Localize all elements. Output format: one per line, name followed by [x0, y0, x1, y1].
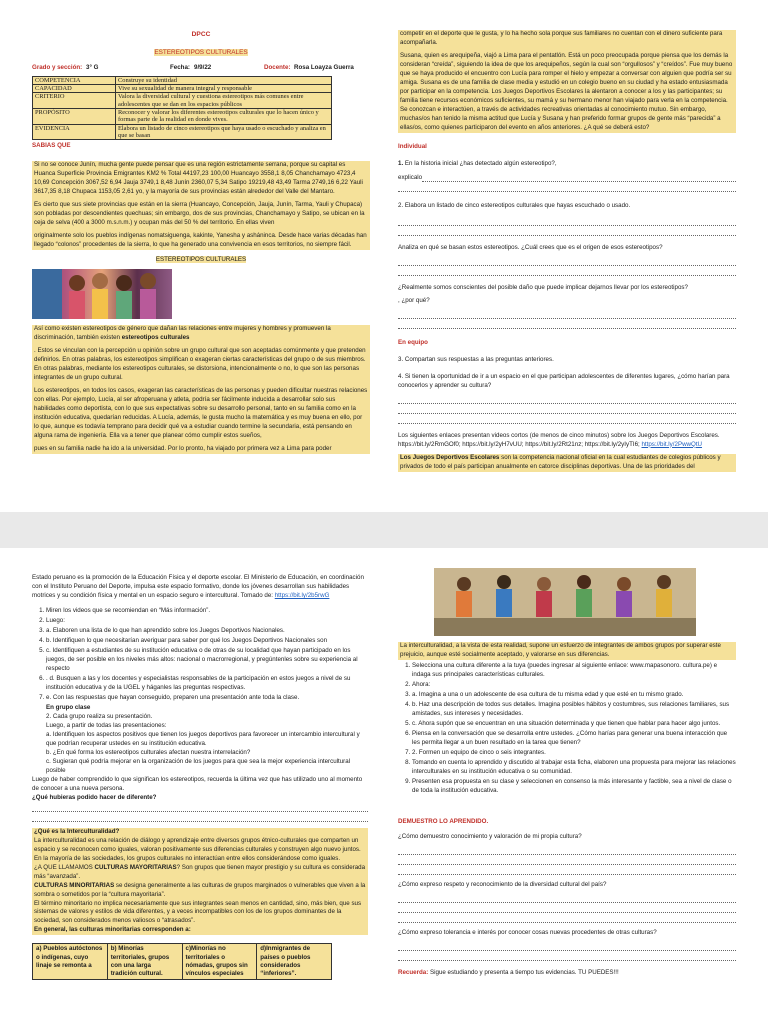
question: En la historia inicial ¿has detectado algún estereotipo?,: [404, 159, 557, 167]
line: Luego, a partir de todas las presentaciones:: [46, 721, 167, 729]
list-item: 6. Piensa en la conversación que se desarrolla entre ustedes. ¿Cómo harías para generar una buena interacción que les permita llegar a un buen resultado en la tarea que tienen?: [412, 730, 736, 748]
docente-value: Rosa Loayza Guerra: [294, 63, 354, 71]
answer-line[interactable]: [398, 267, 736, 276]
highlighted-block: [32, 161, 370, 250]
row-key: PROPÓSITO: [33, 108, 116, 124]
row-key: CAPACIDAD: [33, 84, 116, 92]
paragraph: Si no se conoce Junín, mucha gente puede pensar que es una región estrictamente serrana, porque su capital es Huanca Superficie Provincia Emigrantes KM2 % Total 44197,23 100,00 Huancayo 3558,1 8,05 Chanchamayo 4723,4 10,69 Concepción 3067,52 6,94 Jauja 3749,1 8,48 Junín 2360,07 5,34 Satipo 19219,48 43,49 Tarma 2749,16 6,22 Yauli 3617,35 8,18 Chupaca 1153,05 2,61 yo, y la mayoría de sus provincias están alrededor del Valle del Mantaro.: [34, 161, 363, 196]
list-item: 3. a. Elaboren una lista de lo que han aprendido sobre los Juegos Deportivos Nacionales.: [46, 627, 368, 636]
fecha-value: 9/9/22: [194, 63, 212, 71]
subtitle: ESTEREOTIPOS CULTURALES: [155, 256, 247, 264]
fecha-label: Fecha:: [170, 63, 190, 71]
answer-line[interactable]: [398, 257, 736, 266]
paragraph: . Estos se vinculan con la percepción u opinión sobre un grupo cultural que son aceptadas comúnmente y que pretenden definirlos. En otras palabras, los estereotipos simplifican o exageran ciertas características del grupo o de sus miembros. En otras palabras, mediante los estereotipos culturales, se distorsiona, intencionalmente o no, lo que son las personas integrantes de un grupo cultural.: [34, 347, 366, 382]
highlighted-block-2: [32, 325, 370, 454]
equipo-heading: En equipo: [398, 338, 428, 346]
list-item: 2. Luego:: [46, 617, 368, 626]
list-item: 5. c. Ahora supón que se encuentran en una situación determinada y que tienen que hablar para hacer algo juntos.: [412, 720, 736, 729]
source-link[interactable]: https://bit.ly/2b5rwG: [274, 591, 330, 599]
stereotypes-illustration: [32, 269, 172, 319]
paragraph: El término minoritario no implica necesariamente que sus integrantes sean menos en cantidad, sino, más bien, que sus sistemas de valores y estilos de vida diferentes, y a veces incompatibles con los de los grupos dominantes de la sociedad, son considerados menos valiosos o “atrasados”.: [34, 899, 362, 925]
answer-line[interactable]: [398, 183, 736, 192]
paragraph: Los estereotipos, en todos los casos, exageran las características de las personas y pueden dificultar nuestras relaciones con ellas. Por ejemplo, Lucía, al ser afroperuana y atleta, podría ser fácilmente inducida a desarrollar solo sus habilidades como deportista, con lo que sus expectativas sobre su desarrollo personal, tanto en su familia como en la institución educativa, quedarían reducidas. A Lucía, además, le gusta mucho la matemática y es muy buena en ello, por lo que, aunque es todavía temprano para decidir qué va a estudiar cuando termine la secundaria, está pensando en alguna rama de ingeniería. Ella va a tener que planear cómo cumplir estos sueños,: [34, 387, 368, 440]
answer-line[interactable]: [422, 173, 736, 182]
interculturalidad-block: [32, 828, 368, 936]
list-item: 7. e. Con las respuestas que hayan conseguido, preparen una presentación ante toda la clase.: [46, 694, 368, 703]
answer-line[interactable]: [398, 405, 736, 414]
grado-value: 3° G: [86, 63, 99, 71]
individual-heading: Individual: [398, 142, 427, 150]
recuerda-label: Recuerda:: [398, 968, 429, 976]
bold-term: CULTURAS MINORITARIAS: [34, 881, 115, 889]
page2-right-column: [398, 568, 736, 982]
culture-cell: d)Inmigrantes de países o pueblos considerados “inferiores”.: [257, 944, 332, 979]
answer-line[interactable]: [398, 217, 736, 226]
page-title: ESTEREOTIPOS CULTURALES: [154, 48, 248, 56]
question: ¿Cómo expreso respeto y reconocimiento de la diversidad cultural del país?: [398, 880, 607, 888]
list-item: 1. Miren los videos que se recomiendan en “Más información”.: [46, 607, 368, 616]
answer-line[interactable]: [398, 310, 736, 319]
header-info: [32, 64, 370, 76]
answer-line[interactable]: [398, 866, 736, 875]
paragraph: son la competencia nacional oficial en la cual estudiantes de colegios públicos y privados de todo el país participan anualmente en catorce disciplinas deportivas. Una de las prioridades del: [400, 453, 721, 470]
line: a. Identifiquen los aspectos positivos que tienen los juegos deportivos para favorecer un intercambio intercultural y que podrían recuperar ustedes en su institución educativa.: [46, 730, 360, 747]
video-link[interactable]: https://bit.ly/2PwwQtU: [641, 440, 703, 448]
question: , ¿por qué?: [398, 296, 430, 304]
row-key: EVIDENCIA: [33, 124, 116, 140]
recuerda-text: Sigue estudiando y presenta a tiempo tus evidencias. TU PUEDES!!!: [430, 968, 619, 976]
culture-cell: b) Minorías territoriales, grupos con una larga tradición cultural.: [107, 944, 182, 979]
answer-line[interactable]: [398, 904, 736, 913]
table-row: [33, 84, 332, 92]
paragraph: En general, las culturas minoritarias corresponden a:: [34, 926, 191, 934]
question: 2. Elabora un listado de cinco estereotipos culturales que hayas escuchado o usado.: [398, 201, 631, 209]
page2-left-column: [32, 574, 368, 980]
page1-right-column: [398, 30, 736, 476]
steps-list: [32, 607, 368, 703]
list-item: 1. Selecciona una cultura diferente a la tuya (puedes ingresar al siguiente enlace: www.mapasonoro. cultura.pe) e indaga sus principales características culturales.: [412, 662, 736, 680]
answer-line[interactable]: [398, 914, 736, 923]
table-row: [33, 124, 332, 140]
section-heading: ¿Qué es la Interculturalidad?: [34, 827, 120, 835]
sports-illustration: [434, 568, 696, 636]
row-value: Reconocer y valorar los diferentes estereotipos culturales que lo hacen único y formas parte de la realidad en donde vives.: [116, 108, 332, 124]
list-item: 4. b. Identifiquen lo que necesitarían averiguar para saber por qué los Juegos Deportivos Nacionales son: [46, 637, 368, 646]
list-item: 4. b. Haz una descripción de todos sus detalles. Imagina posibles hábitos y costumbres, sus relaciones familiares, sus amistades, sus intereses y necesidades.: [412, 701, 736, 719]
docente-label: Docente:: [264, 63, 291, 71]
line: 2. Cada grupo realiza su presentación.: [46, 712, 153, 720]
culture-cell: a) Pueblos autóctonos o indígenas, cuyo linaje se remonta a: [33, 944, 108, 979]
table-row: [33, 93, 332, 109]
sabias-heading: SABIAS QUE: [32, 142, 71, 150]
paragraph: Así como existen estereotipos de género que dañan las relaciones entre mujeres y hombres y promueven la discriminación, también existen: [34, 325, 331, 342]
list-item: 2. Ahora:: [412, 681, 736, 690]
answer-line[interactable]: [32, 803, 368, 812]
line: ¿Qué hubieras podido hacer de diferente?: [32, 793, 157, 801]
dpcc-heading: DPCC: [191, 31, 211, 38]
paragraph: En la mayoría de las sociedades, los grupos culturales no interactúan entre ellos considerándose como iguales.: [34, 854, 341, 862]
answer-line[interactable]: [32, 813, 368, 822]
paragraph: La interculturalidad es una relación de diálogo y aprendizaje entre diversos grupos étnico-culturales que comparten un espacio y se reconocen como iguales, valoran positivamente sus diferencias culturales y construyen algo nuevo juntos.: [34, 836, 361, 853]
row-value: Elabora un listado de cinco estereotipos que haya usado o escuchado y analiza en que se basan: [116, 124, 332, 140]
answer-line[interactable]: [398, 415, 736, 424]
row-key: COMPETENCIA: [33, 76, 116, 84]
grado-label: Grado y sección:: [32, 63, 83, 71]
answer-line[interactable]: [398, 846, 736, 855]
answer-line[interactable]: [398, 942, 736, 951]
list-item: 6. . d. Busquen a las y los docentes y especialistas responsables de la participación en estos juegos a nivel de su institución educativa y de la UGEL y háganles las preguntas respectivas.: [46, 675, 368, 693]
paragraph: Estado peruano es la promoción de la Educación Física y el deporte escolar. El Ministerio de Educación, en coordinación con el Instituto Peruano del Deporte, impulsa este espacio formativo, donde los jóvenes desarrollan sus habilidades motrices y su condición física y mental en un espacio seguro e intercultural. Tomado de:: [32, 574, 364, 599]
runners-illustration-icon: [434, 568, 696, 636]
answer-line[interactable]: [398, 894, 736, 903]
people-illustration-icon: [32, 269, 172, 319]
text: ¿A QUE LLAMAMOS: [34, 863, 93, 871]
list-item: 7. 2. Formen un equipo de cinco o seis integrantes.: [412, 749, 736, 758]
table-row: [33, 76, 332, 84]
culture-cell: c)Minorías no territoriales o nómadas, grupos sin vínculos especiales: [182, 944, 257, 979]
question: 4. Si tienen la oportunidad de ir a un espacio en el que participan adolescentes de diferentes lugares, ¿cómo harían para conocerlos y aprender su cultura?: [398, 372, 730, 389]
answer-line[interactable]: [398, 856, 736, 865]
question-sub: explicalo: [398, 173, 423, 181]
competencias-table: [32, 76, 332, 141]
question: 3. Compartan sus respuestas a las preguntas anteriores.: [398, 355, 554, 363]
list-item: 5. c. Identifiquen a estudiantes de su institución educativa o de otras de su localidad que hayan participado en los juegos, de ser posible en los niveles más altos: nacional o macrorregional, y pregúntenles sobre su experiencia al respecto: [46, 647, 368, 674]
activity-list: [398, 662, 736, 796]
highlighted-block-4: [398, 454, 736, 472]
answer-line[interactable]: [398, 227, 736, 236]
list-item: 3. a. Imagina a una o un adolescente de esa cultura de tu misma edad y que esté en tu mismo grado.: [412, 691, 736, 700]
text: se designa generalmente a las culturas de grupos marginados o vulnerables que viven a la sombra o sometidos por la “cultura mayoritaria”.: [34, 881, 366, 898]
question: ¿Realmente somos conscientes del posible daño que puede implicar dejarnos llevar por los estereotipos?: [398, 283, 688, 291]
paragraph: Es cierto que sus siete provincias que están en la sierra (Huancayo, Concepción, Jauja, Junín, Tarma, Yauli y Chupaca) son pobladas por descendientes quechuas; sin embargo, dos de sus provincias, Chanchamayo y Satipo, se ubican en la ceja de selva (400 a 3000 m.s.n.m.) y ocupan más del 50 % del territorio. En ellas viven: [34, 201, 365, 227]
row-value: Vive su sexualidad de manera integral y responsable: [116, 84, 332, 92]
line: Luego de haber comprendido lo que significan los estereotipos, recuerda la última vez que has utilizado uno al momento de conocer a una nueva persona.: [32, 775, 363, 792]
grupo-clase-heading: En grupo clase: [46, 703, 91, 711]
paragraph: Susana, quien es arequipeña, viajó a Lima para el pentatlón. Está un poco preocupada porque piensa que los demás la consideran “creída”, siguiendo la idea de que los arequipeños, según la cual son “orgullosos” y “creídos”. Fue muy bueno que se haya producido el encuentro con Lucía para romper el hielo y empezar a conversar con alguien que podría ser su amiga. Susana es de una familia de clase media y estudió en un colegio bueno en su ciudad y ha estado entusiasmada por participar en la competencia. Los Juegos Deportivos Escolares la alentaron a conocer a los y las participantes; su familia tiene recursos económicos suficientes, su mamá y su hermano menor han viajado para verla en la competencia. Se conozcan e interactúen, a través de actividades recreativas orientadas al conocimiento mutuo. Sin embargo, muchas/os han tenido la misma actitud que Lucía y Susana y han preferido formar grupos de gente más “parecida” a ellas/os, como quienes participaron del evento en años anteriores. ¿A qué se deberá esto?: [400, 51, 733, 131]
r-intro: La interculturalidad, a la vista de esta realidad, supone un esfuerzo de integrantes de ambos grupos por superar este prejuicio, aunque esté socialmente aceptado, y valorarse en sus diferencias.: [398, 642, 736, 660]
grupo-clase-block: [32, 704, 368, 776]
bold-term: CULTURAS MAYORITARIAS: [94, 863, 177, 871]
bold-term: Los Juegos Deportivos Escolares: [400, 453, 500, 461]
line: b. ¿En qué forma los estereotipos culturales afectan nuestra interrelación?: [46, 748, 251, 756]
question-number: 1.: [398, 159, 404, 167]
cultures-table: [32, 943, 332, 979]
highlighted-block-3: [398, 30, 736, 133]
row-value: Construye su identidad: [116, 76, 332, 84]
row-key: CRITERIO: [33, 93, 116, 109]
line: c. Sugieran qué podría mejorar en la organización de los juegos para que sea la mejor experiencia intercultural posible: [46, 757, 351, 774]
bold-term: estereotipos culturales: [121, 334, 190, 342]
paragraph: competir en el deporte que le gusta, y lo ha hecho sola porque sus familiares no cuentan con el dinero suficiente para acompañarla.: [400, 30, 723, 46]
list-item: 8. Tomando en cuenta lo aprendido y discutido al trabajar esta ficha, elaboren una propuesta para mejorar las relaciones interculturales en su institución educativa o su comunidad.: [412, 759, 736, 777]
answer-line[interactable]: [398, 952, 736, 961]
question: ¿Cómo expreso tolerancia e interés por conocer cosas nuevas procedentes de otras culturas?: [398, 928, 657, 936]
links-text: Los siguientes enlaces presentan videos cortos (de menos de cinco minutos) sobre los Juegos Deportivos Escolares. https://bit.ly/2RmGOf0; https://bit.ly/2yH7vUU; https://bit.ly/2Rt21nz; https://bit.ly/2yIyTI6;: [398, 431, 720, 448]
text: ? Son grupos que tienen mayor prestigio y su cultura es considerada más “avanzada”.: [34, 863, 366, 880]
question: ¿Cómo demuestro conocimiento y valoración de mi propia cultura?: [398, 832, 582, 840]
table-row: [33, 108, 332, 124]
list-item: 9. Presenten esa propuesta en su clase y seleccionen en consenso la más interesante y factible, sea a nivel de clase o de toda la institución educativa.: [412, 778, 736, 796]
paragraph: originalmente solo los pueblos indígenas nomatsiguenga, kakinte, Yanesha y asháninca. Desde hace varias décadas han llegado “colonos” procedentes de la sierra, lo que ha generado una convivencia en esos territorios, no siempre fácil.: [34, 232, 367, 249]
answer-line[interactable]: [398, 320, 736, 329]
paragraph: pues en su familia nadie ha ido a la universidad. Por lo pronto, ha viajado por primera vez a Lima para poder: [34, 445, 332, 453]
answer-line[interactable]: [398, 395, 736, 404]
page1-left-column: [32, 30, 370, 458]
row-value: Valora la diversidad cultural y cuestiona estereotipos más comunes entre adolescentes que se dan en los espacios públicos: [116, 93, 332, 109]
demuestro-heading: DEMUESTRO LO APRENDIDO.: [398, 817, 489, 825]
page-2: [0, 548, 768, 1024]
question: Analiza en qué se basan estos estereotipos. ¿Cuál crees que es el origen de esos estereotipos?: [398, 243, 663, 251]
